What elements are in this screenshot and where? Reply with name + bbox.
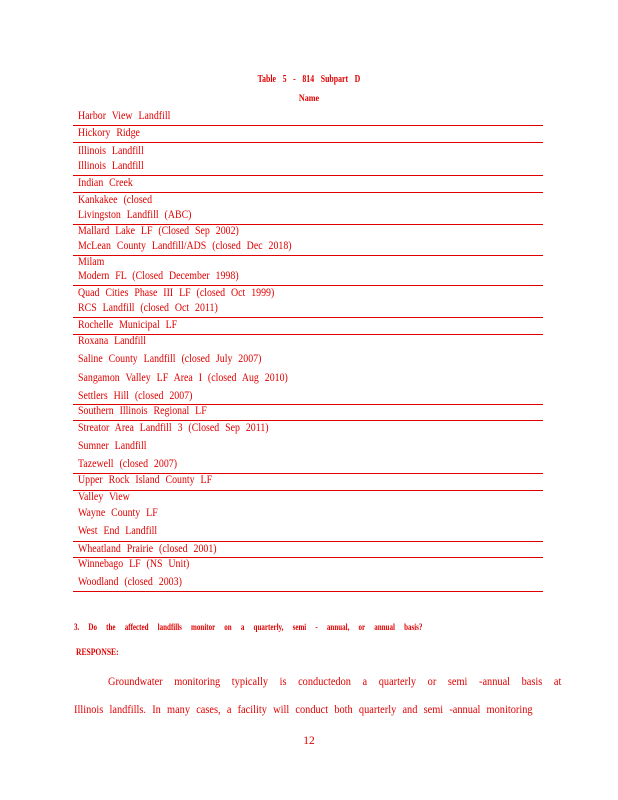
response-label: RESPONSE:	[76, 648, 119, 658]
table-row: Livingston Landfill (ABC)	[78, 209, 192, 221]
table-row: Harbor View Landfill	[78, 110, 171, 122]
table-row: Winnebago LF (NS Unit)	[78, 558, 190, 570]
table-row: Wheatland Prairie (closed 2001)	[78, 543, 217, 555]
page-number: 12	[303, 735, 315, 747]
table-row: Hickory Ridge	[78, 127, 140, 139]
table-row: Sangamon Valley LF Area I (closed Aug 2010)	[78, 372, 288, 384]
response-paragraph-line-2: Illinois landfills. In many cases, a facility will conduct both quarterly and semi -annual monitoring	[74, 704, 533, 716]
table-row: Rochelle Municipal LF	[78, 319, 178, 331]
row-divider	[73, 420, 543, 421]
row-divider	[73, 591, 543, 592]
table-row: Streator Area Landfill 3 (Closed Sep 2011)	[78, 422, 269, 434]
row-divider	[73, 192, 543, 193]
table-row: Valley View	[78, 491, 130, 503]
question-3: 3. Do the affected landfills monitor on a quarterly, semi - annual, or annual basis?	[74, 623, 423, 633]
table-row: Quad Cities Phase III LF (closed Oct 1999)	[78, 287, 275, 299]
table-row: Illinois Landfill	[78, 145, 144, 157]
row-divider	[73, 317, 543, 318]
table-row: Kankakee (closed	[78, 194, 153, 206]
table-row: West End Landfill	[78, 525, 158, 537]
table-row: Saline County Landfill (closed July 2007)	[78, 353, 262, 365]
table-row: Roxana Landfill	[78, 335, 146, 347]
table-row: Upper Rock Island County LF	[78, 474, 213, 486]
table-row: Sumner Landfill	[78, 440, 147, 452]
column-header-name: Name	[298, 94, 320, 104]
table-title: Table 5 - 814 Subpart D	[257, 74, 361, 85]
table-row: McLean County Landfill/ADS (closed Dec 2018)	[78, 240, 292, 252]
row-divider	[73, 285, 543, 286]
row-divider	[73, 541, 543, 542]
row-divider	[73, 490, 543, 491]
table-row: Illinois Landfill	[78, 160, 144, 172]
table-row: RCS Landfill (closed Oct 2011)	[78, 302, 218, 314]
table-row: Indian Creek	[78, 177, 133, 189]
row-divider	[73, 142, 543, 143]
table-row: Tazewell (closed 2007)	[78, 458, 178, 470]
table-row: Woodland (closed 2003)	[78, 576, 182, 588]
row-divider	[73, 125, 543, 126]
table-row: Milam	[78, 256, 105, 268]
row-divider	[73, 175, 543, 176]
table-row: Modern FL (Closed December 1998)	[78, 270, 239, 282]
table-row: Southern Illinois Regional LF	[78, 405, 207, 417]
table-row: Settlers Hill (closed 2007)	[78, 390, 193, 402]
response-paragraph-line-1: Groundwater monitoring typically is conductedon a quarterly or semi -annual basis at	[108, 676, 562, 688]
table-row: Mallard Lake LF (Closed Sep 2002)	[78, 225, 239, 237]
table-row: Wayne County LF	[78, 507, 158, 519]
row-divider	[73, 255, 543, 256]
